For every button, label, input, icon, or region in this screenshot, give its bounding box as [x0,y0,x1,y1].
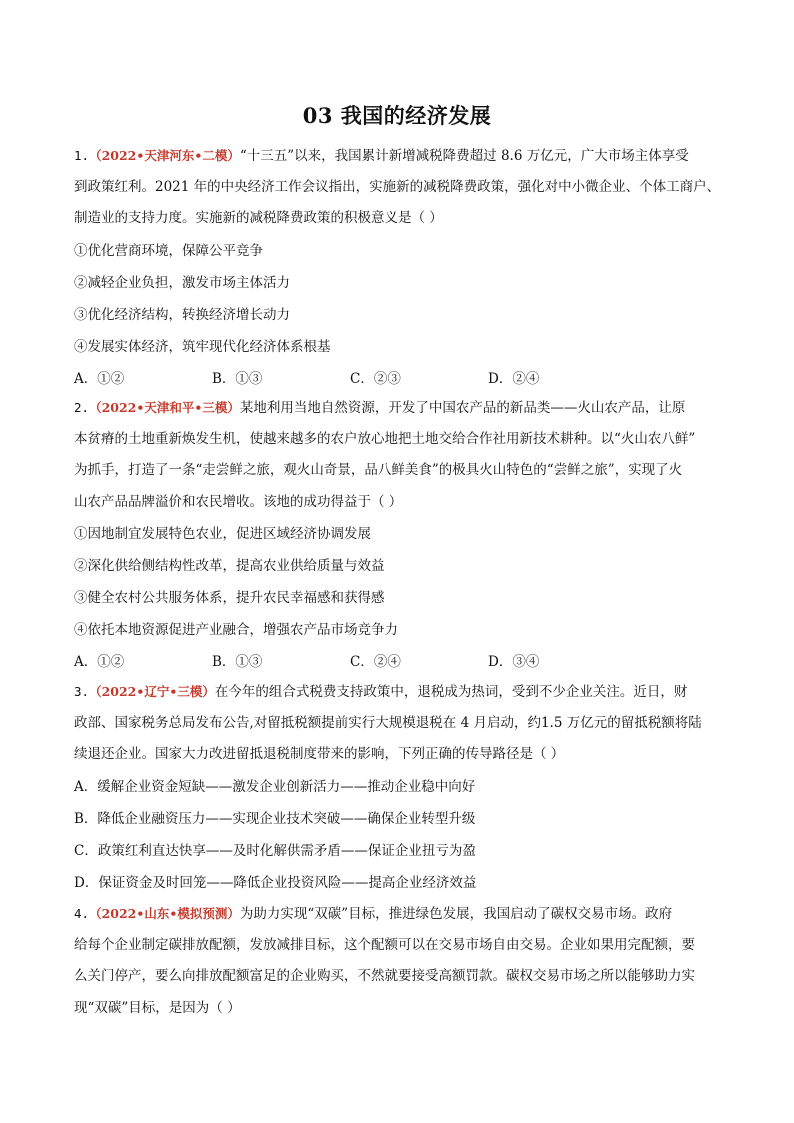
stem-text: 在今年的组合式税费支持政策中，退税成为热词，受到不少企业关注。近日，财 [214,684,688,700]
choice-d[interactable]: D．保证资金及时回笼——降低企业投资风险——提高企业经济效益 [74,874,477,891]
question-4 [74,898,724,1024]
answer-choices [74,363,724,395]
choice-c[interactable]: C．②③ [350,370,401,387]
choice-b[interactable]: B．降低企业融资压力——实现企业技术突破——确保企业转型升级 [74,810,476,827]
question-4-stem-line-4: 现“双碳”目标，是因为（ ） [74,999,241,1016]
question-number: 1. [74,148,90,163]
choice-b[interactable]: B．①③ [212,370,263,387]
statement-item: ②减轻企业负担，激发市场主体活力 [74,274,290,291]
question-source: （2022•辽宁•三模） [89,684,215,699]
choice-a[interactable]: A．①② [74,654,125,670]
question-4-stem-line-1 [74,898,724,930]
question-3-stem-line-3: 续退还企业。国家大力改进留抵退税制度带来的影响，下列正确的传导路径是（ ） [74,746,565,762]
question-source: （2022•天津河东•二模） [89,148,240,163]
question-1-stem-line-3: 制造业的支持力度。实施新的减税降费政策的积极意义是（ ） [74,210,443,226]
question-2-stem-line-4: 山农产品品牌溢价和农民增收。该地的成功得益于（ ） [74,493,403,510]
question-source: （2022•山东•模拟预测） [89,906,240,921]
question-2-stem-line-1 [74,392,724,424]
stem-text: “十三五”以来，我国累计新增减税降费超过 8.6 万亿元，广大市场主体享受 [239,148,689,164]
question-1-stem-line-2: 到政策红利。2021 年的中央经济工作会议指出，实施新的减税降费政策，强化对中小微企业、个体工商户、 [74,178,721,195]
answer-choices [74,646,724,678]
question-1 [74,140,724,395]
question-3-stem-line-1 [74,676,724,708]
statement-item: ③优化经济结构，转换经济增长动力 [74,306,290,323]
question-4-stem-line-3: 么关门停产，要么向排放配额富足的企业购买，不然就要接受高额罚款。碳权交易市场之所以能够助力实 [74,968,695,984]
choice-c[interactable]: C．②④ [350,654,401,670]
choice-c[interactable]: C．政策红利直达快享——及时化解供需矛盾——保证企业扭亏为盈 [74,842,476,859]
question-number: 2. [74,400,90,415]
stem-text: 为助力实现“双碳”目标，推进绿色发展，我国启动了碳权交易市场。政府 [239,906,673,922]
statement-item: ②深化供给侧结构性改革，提高农业供给质量与效益 [74,558,385,574]
question-1-stem-line-1 [74,140,724,172]
question-4-stem-line-2: 给每个企业制定碳排放配额，发放减排目标，这个配额可以在交易市场自由交易。企业如果用完配额，要 [74,936,695,953]
statement-item: ④发展实体经济，筑牢现代化经济体系根基 [74,338,331,355]
statement-item: ③健全农村公共服务体系，提升农民幸福感和获得感 [74,590,385,606]
stem-text: 某地利用当地自然资源，开发了中国农产品的新品类——火山农产品，让原 [239,400,686,416]
choice-d[interactable]: D．③④ [488,654,540,670]
choice-b[interactable]: B．①③ [212,654,263,670]
choice-a[interactable]: A．缓解企业资金短缺——激发企业创新活力——推动企业稳中向好 [74,778,476,795]
page-title: 03 我国的经济发展 [302,103,492,128]
question-number: 4. [74,906,90,921]
choice-a[interactable]: A．①② [74,370,125,387]
question-2-stem-line-2: 本贫瘠的土地重新焕发生机，使越来越多的农户放心地把土地交给合作社用新技术耕种。以“火山农八鲜” [74,430,696,447]
question-2-stem-line-3: 为抓手，打造了一条“走尝鲜之旅，观火山奇景，品八鲜美食”的极具火山特色的“尝鲜之旅”，实现了火 [74,462,683,478]
statement-item: ④依托本地资源促进产业融合，增强农产品市场竞争力 [74,622,398,638]
statement-item: ①优化营商环境，保障公平竞争 [74,242,263,259]
statement-item: ①因地制宜发展特色农业，促进区域经济协调发展 [74,526,371,542]
question-source: （2022•天津和平•三模） [89,400,240,415]
choice-d[interactable]: D．②④ [488,370,540,387]
question-number: 3. [74,684,90,699]
question-3-stem-line-2: 政部、国家税务总局发布公告,对留抵税额提前实行大规模退税在 4 月启动，约1.5 万亿元的留抵税额将陆 [74,714,702,731]
question-2 [74,392,724,678]
question-3 [74,676,724,899]
